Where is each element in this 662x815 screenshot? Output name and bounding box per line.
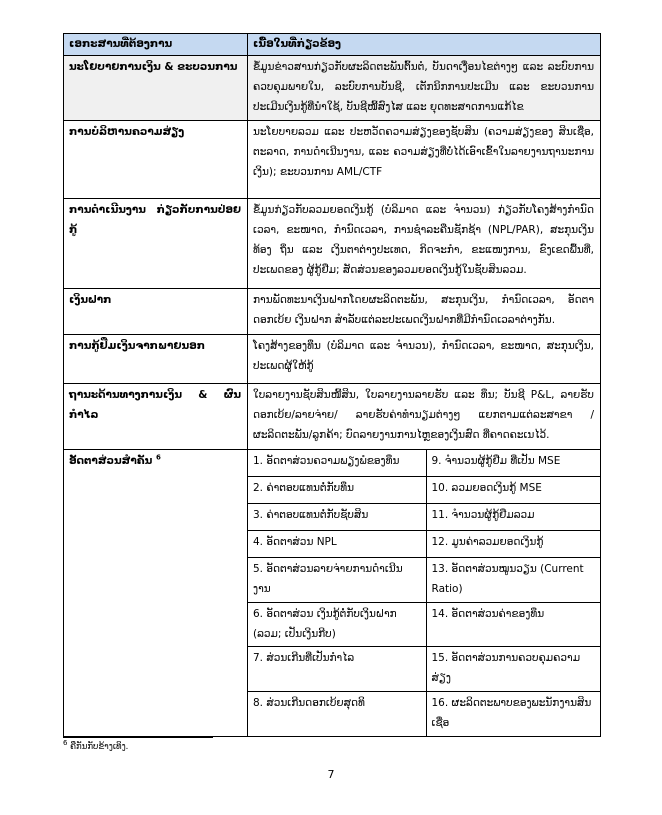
table-row	[64, 288, 601, 334]
row-content-cell: ໂຄງສ້າງຂອງທຶນ (ບໍລິມາດ ແລະ ຈຳນວນ), ກຳນົດເວລາ, ຂະໜາດ, ສະກຸນເງິນ, ປະເພດຜູ້ໃຫ້ກູ້	[248, 334, 601, 383]
ratio-row	[248, 647, 600, 692]
ratio-item: 8. ສ່ວນເກີນດອກເບ້ຍສຸດທິ	[248, 692, 426, 736]
row-content-cell: ໃບລາຍງານຊັບສິນໜີ້ສິນ, ໃບລາຍງານລາຍຮັບ ແລະ ທຶນ; ບັນຊີ P&L, ລາຍຮັບດອກເບ້ຍ/ລາຍຈ່າຍ/ ລາຍຮັບຄ່າທຳນຽມຕ່າງໆ ແຍກຕາມແຕ່ລະສາຂາ /ຜະລິດຕະພັນ/ລູກຄ້າ; ບົດລາຍງານການໄຫຼຂອງເງິນສົດ ທີ່ຄາດຄະເນໄວ້.	[248, 383, 601, 449]
ratio-item: 15. ອັດຕາສ່ວນການຄວບຄຸມຄວາມສ່ຽງ	[426, 647, 600, 692]
requirements-table	[63, 33, 601, 737]
table-row	[64, 120, 601, 198]
footnote-marker: 6	[63, 739, 68, 748]
table-row	[64, 334, 601, 383]
ratios-label-cell	[64, 449, 248, 737]
row-document-cell: ການດຳເນີນງານ ກ່ຽວກັບການປ່ອຍກູ້	[64, 198, 248, 288]
ratio-row	[248, 530, 600, 557]
ratio-item: 3. ຄ່າຕອບແທນຕໍ່ກັບຊັບສິນ	[248, 503, 426, 530]
row-content-cell: ຂໍ້ມູນຂ່າວສານກ່ຽວກັບຜະລິດຕະພັນຕົ້ນຕໍ, ບັນດາເງື່ອນໄຂຕ່າງໆ ແລະ ລະບົບການຄວບຄຸມພາຍໃນ, ລະບົບການບັນຊີ, ເຕັກນິກການປະເມີນ ແລະ ຂະບວນການປະເມີນເງິນກູ້ທີ່ນຳໃຊ້, ບັນຊີໜີ້ສົງໄສ ແລະ ຍຸດທະສາດການແກ້ໄຂ	[248, 55, 601, 120]
ratios-subtable	[248, 450, 600, 737]
key-ratios-row	[64, 449, 601, 737]
header-content-column: ເນື້ອໃນທີ່ກ່ຽວຂ້ອງ	[248, 34, 601, 56]
table-header-row	[64, 34, 601, 56]
row-document-cell: ເງິນຝາກ	[64, 288, 248, 334]
row-document-cell: ການກູ້ຢືມເງິນຈາກພາຍນອກ	[64, 334, 248, 383]
table-row	[64, 198, 601, 288]
footnote-reference: 6	[155, 453, 161, 462]
table-row	[64, 383, 601, 449]
table-row	[64, 55, 601, 120]
row-document-cell: ການບໍລິຫານຄວາມສ່ຽງ	[64, 120, 248, 198]
ratio-item: 16. ຜະລິດຕະພາບຂອງພະນັກງານສິນເຊື່ອ	[426, 692, 600, 736]
ratio-item: 13. ອັດຕາສ່ວນໝູນວຽນ (Current Ratio)	[426, 557, 600, 602]
ratio-item: 11. ຈຳນວນຜູ້ກູ້ຢືມລວມ	[426, 503, 600, 530]
ratios-label: ອັດຕາສ່ວນສຳຄັນ	[69, 454, 153, 467]
page-number: 7	[327, 768, 335, 781]
row-content-cell: ນະໂຍບາຍລວມ ແລະ ປະຫວັດຄວາມສ່ຽງຂອງຊັບສິນ (ຄວາມສ່ຽງຂອງ ສິນເຊື່ອ, ຕະລາດ, ການດຳເນີນງານ, ແລະ ຄວາມສ່ຽງທີ່ບໍ່ໄດ້ເອົາເຂົ້າໃນລາຍງານຖານະການເງິນ); ຂະບວນການ AML/CTF	[248, 120, 601, 198]
row-document-cell: ຖານະດ້ານທາງການເງິນ & ຜົນກຳໄລ	[64, 383, 248, 449]
footnote-text: ຄືກັນກັບຂ້າງເທິງ.	[70, 742, 129, 752]
ratio-item: 9. ຈຳນວນຜູ້ກູ້ຢືມ ທີ່ເປັນ MSE	[426, 450, 600, 477]
ratio-item: 4. ອັດຕາສ່ວນ NPL	[248, 530, 426, 557]
ratio-item: 12. ມູນຄ່າລວມຍອດເງິນກູ້	[426, 530, 600, 557]
row-content-cell: ການພັດທະນາເງິນຝາກໂດຍຜະລິດຕະພັນ, ສະກຸນເງິນ, ກຳນົດເວລາ, ອັດຕາດອກເບ້ຍ ເງິນຝາກ ສຳລັບແຕ່ລະປະເພດເງິນຝາກທີ່ມີກຳນົດເວລາຕ່າງກັນ.	[248, 288, 601, 334]
ratio-row	[248, 450, 600, 477]
ratio-row	[248, 692, 600, 736]
footnote-separator	[63, 737, 213, 738]
ratio-row	[248, 476, 600, 503]
ratio-row	[248, 503, 600, 530]
ratio-item: 1. ອັດຕາສ່ວນຄວາມພຽງພໍຂອງທຶນ	[248, 450, 426, 477]
row-content-cell: ຂໍ້ມູນກ່ຽວກັບລວມຍອດເງິນກູ້ (ບໍລິມາດ ແລະ ຈຳນວນ) ກ່ຽວກັບໂຄງສ້າງກຳນົດ ເວລາ, ຂະໜາດ, ກຳນົດເວລາ, ການຊຳລະຄືນຊັກຊ້າ (NPL/PAR), ສະກຸນເງິນທ້ອງ ຖິ່ນ ແລະ ເງິນຕາຕ່າງປະເທດ, ກິດຈະກຳ, ຂະແໜງການ, ຂົງເຂດພື້ນທີ່, ປະເພດຂອງ ຜູ້ກູ້ຢືມ; ສັດສ່ວນຂອງລວມຍອດເງິນກູ້ໃນຊັບສິນລວມ.	[248, 198, 601, 288]
footnote	[63, 739, 129, 752]
ratio-row	[248, 602, 600, 647]
ratio-item: 7. ສ່ວນເກີນທີ່ເປັນກຳໄລ	[248, 647, 426, 692]
ratio-item: 6. ອັດຕາສ່ວນ ເງິນກູ້ຕໍ່ກັບເງິນຝາກ (ລວມ; ເປັນເງິນກີບ)	[248, 602, 426, 647]
header-document-column: ເອກະສານທີ່ຕ້ອງການ	[64, 34, 248, 56]
ratio-item: 14. ອັດຕາສ່ວນຄ່າຂອງທຶນ	[426, 602, 600, 647]
ratio-row	[248, 557, 600, 602]
ratio-item: 10. ລວມຍອດເງິນກູ້ MSE	[426, 476, 600, 503]
row-document-cell: ນະໂຍບາຍການເງິນ & ຂະບວນການ	[64, 55, 248, 120]
ratios-list-cell	[248, 449, 601, 737]
ratio-item: 5. ອັດຕາສ່ວນລາຍຈ່າຍການດຳເນີນງານ	[248, 557, 426, 602]
ratio-item: 2. ຄ່າຕອບແທນຕໍ່ກັບທຶນ	[248, 476, 426, 503]
